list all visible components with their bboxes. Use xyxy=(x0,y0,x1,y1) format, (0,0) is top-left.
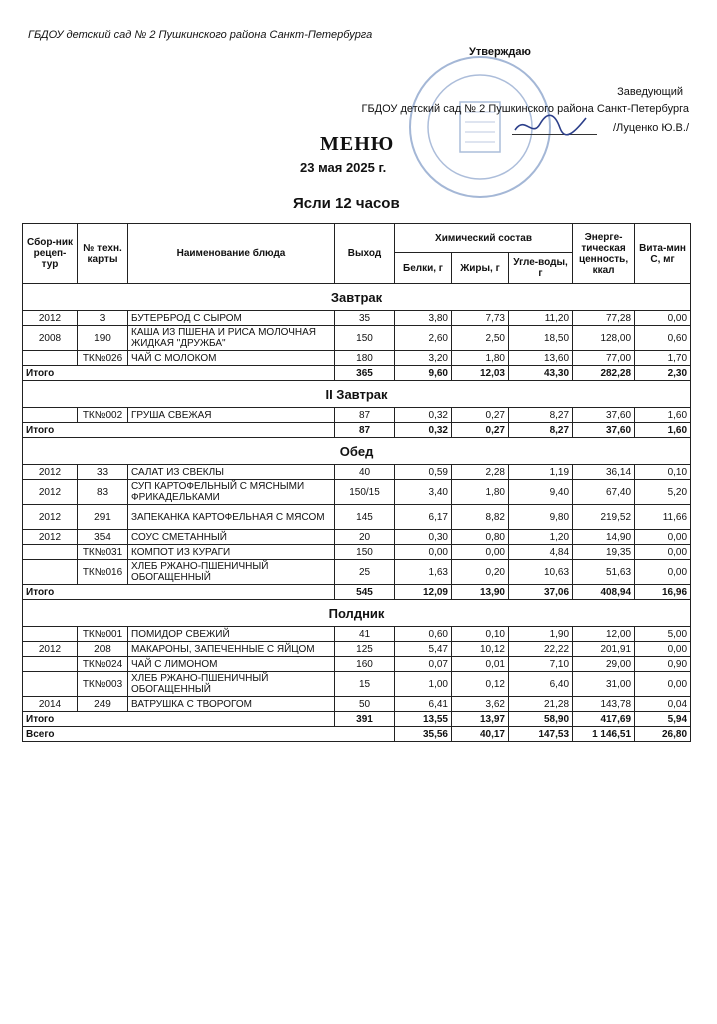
cell-vitamin: 0,60 xyxy=(635,326,691,351)
cell-protein: 3,20 xyxy=(395,351,452,366)
cell-dish: БУТЕРБРОД С СЫРОМ xyxy=(128,311,335,326)
cell-card: ТК№026 xyxy=(78,351,128,366)
cell-fat: 0,00 xyxy=(452,545,509,560)
cell-output: 40 xyxy=(335,465,395,480)
cell-vitamin: 0,00 xyxy=(635,545,691,560)
section-row xyxy=(23,381,691,408)
cell-energy: 143,78 xyxy=(573,697,635,712)
total-row xyxy=(23,585,691,600)
cell-vitamin: 0,00 xyxy=(635,672,691,697)
cell-fat: 0,10 xyxy=(452,627,509,642)
col-chem: Химический состав xyxy=(395,224,573,253)
table-row xyxy=(23,657,691,672)
total-protein: 13,55 xyxy=(395,712,452,727)
total-vitamin: 2,30 xyxy=(635,366,691,381)
cell-card: ТК№003 xyxy=(78,672,128,697)
cell-vitamin: 0,00 xyxy=(635,560,691,585)
table-row xyxy=(23,408,691,423)
total-output: 87 xyxy=(335,423,395,438)
grand-total-energy: 1 146,51 xyxy=(573,727,635,742)
cell-collection: 2008 xyxy=(23,326,78,351)
cell-output: 150 xyxy=(335,326,395,351)
total-label: Итого xyxy=(23,585,335,600)
cell-output: 125 xyxy=(335,642,395,657)
cell-fat: 0,27 xyxy=(452,408,509,423)
cell-card: ТК№001 xyxy=(78,627,128,642)
cell-output: 41 xyxy=(335,627,395,642)
head-name: /Луценко Ю.В./ xyxy=(613,122,689,134)
section-title: Завтрак xyxy=(23,284,691,311)
cell-output: 50 xyxy=(335,697,395,712)
cell-fat: 0,80 xyxy=(452,530,509,545)
total-vitamin: 16,96 xyxy=(635,585,691,600)
table-row xyxy=(23,642,691,657)
organization-header: ГБДОУ детский сад № 2 Пушкинского района Санкт-Петербурга xyxy=(28,29,373,41)
section-row xyxy=(23,600,691,627)
total-energy: 408,94 xyxy=(573,585,635,600)
total-protein: 0,32 xyxy=(395,423,452,438)
cell-card: 3 xyxy=(78,311,128,326)
cell-vitamin: 11,66 xyxy=(635,505,691,530)
cell-card: 190 xyxy=(78,326,128,351)
total-label: Итого xyxy=(23,366,335,381)
cell-vitamin: 0,00 xyxy=(635,530,691,545)
cell-protein: 0,30 xyxy=(395,530,452,545)
cell-protein: 0,00 xyxy=(395,545,452,560)
cell-collection xyxy=(23,408,78,423)
cell-dish: КОМПОТ ИЗ КУРАГИ xyxy=(128,545,335,560)
cell-vitamin: 0,10 xyxy=(635,465,691,480)
table-row xyxy=(23,530,691,545)
cell-fat: 1,80 xyxy=(452,480,509,505)
table-row xyxy=(23,311,691,326)
cell-protein: 5,47 xyxy=(395,642,452,657)
cell-carbs: 9,40 xyxy=(509,480,573,505)
cell-carbs: 6,40 xyxy=(509,672,573,697)
cell-vitamin: 0,00 xyxy=(635,311,691,326)
cell-fat: 0,12 xyxy=(452,672,509,697)
cell-vitamin: 5,20 xyxy=(635,480,691,505)
cell-carbs: 4,84 xyxy=(509,545,573,560)
col-energy: Энерге-тическая ценность, ккал xyxy=(573,224,635,284)
cell-collection xyxy=(23,560,78,585)
cell-fat: 10,12 xyxy=(452,642,509,657)
table-row xyxy=(23,326,691,351)
cell-card: 208 xyxy=(78,642,128,657)
cell-carbs: 1,19 xyxy=(509,465,573,480)
cell-dish: САЛАТ ИЗ СВЕКЛЫ xyxy=(128,465,335,480)
cell-collection xyxy=(23,672,78,697)
cell-fat: 3,62 xyxy=(452,697,509,712)
cell-protein: 2,60 xyxy=(395,326,452,351)
grand-total-carbs: 147,53 xyxy=(509,727,573,742)
col-dish: Наименование блюда xyxy=(128,224,335,284)
cell-energy: 201,91 xyxy=(573,642,635,657)
cell-output: 145 xyxy=(335,505,395,530)
cell-energy: 12,00 xyxy=(573,627,635,642)
cell-collection: 2012 xyxy=(23,465,78,480)
grand-total-vitamin: 26,80 xyxy=(635,727,691,742)
cell-collection xyxy=(23,545,78,560)
cell-collection xyxy=(23,627,78,642)
cell-fat: 0,01 xyxy=(452,657,509,672)
total-energy: 417,69 xyxy=(573,712,635,727)
cell-fat: 7,73 xyxy=(452,311,509,326)
table-row xyxy=(23,697,691,712)
cell-dish: СУП КАРТОФЕЛЬНЫЙ С МЯСНЫМИ ФРИКАДЕЛЬКАМИ xyxy=(128,480,335,505)
table-row xyxy=(23,465,691,480)
cell-fat: 2,50 xyxy=(452,326,509,351)
cell-card: ТК№002 xyxy=(78,408,128,423)
total-vitamin: 5,94 xyxy=(635,712,691,727)
cell-carbs: 18,50 xyxy=(509,326,573,351)
cell-collection: 2012 xyxy=(23,530,78,545)
cell-protein: 1,00 xyxy=(395,672,452,697)
cell-energy: 36,14 xyxy=(573,465,635,480)
cell-protein: 6,41 xyxy=(395,697,452,712)
table-row xyxy=(23,545,691,560)
cell-card: ТК№031 xyxy=(78,545,128,560)
cell-carbs: 11,20 xyxy=(509,311,573,326)
section-row xyxy=(23,284,691,311)
cell-dish: СОУС СМЕТАННЫЙ xyxy=(128,530,335,545)
total-fat: 13,97 xyxy=(452,712,509,727)
total-label: Итого xyxy=(23,423,335,438)
cell-dish: ЗАПЕКАНКА КАРТОФЕЛЬНАЯ С МЯСОМ xyxy=(128,505,335,530)
menu-body xyxy=(23,284,691,742)
cell-dish: МАКАРОНЫ, ЗАПЕЧЕННЫЕ С ЯЙЦОМ xyxy=(128,642,335,657)
cell-vitamin: 0,90 xyxy=(635,657,691,672)
cell-carbs: 8,27 xyxy=(509,408,573,423)
col-protein: Белки, г xyxy=(395,253,452,284)
cell-output: 20 xyxy=(335,530,395,545)
cell-vitamin: 0,04 xyxy=(635,697,691,712)
col-collection: Сбор-ник рецеп-тур xyxy=(23,224,78,284)
section-title: II Завтрак xyxy=(23,381,691,408)
cell-energy: 31,00 xyxy=(573,672,635,697)
cell-fat: 1,80 xyxy=(452,351,509,366)
cell-card: ТК№024 xyxy=(78,657,128,672)
cell-output: 150/15 xyxy=(335,480,395,505)
cell-dish: ЧАЙ С ЛИМОНОМ xyxy=(128,657,335,672)
cell-collection: 2012 xyxy=(23,480,78,505)
cell-dish: КАША ИЗ ПШЕНА И РИСА МОЛОЧНАЯ ЖИДКАЯ "ДРУЖБА" xyxy=(128,326,335,351)
total-carbs: 8,27 xyxy=(509,423,573,438)
cell-fat: 8,82 xyxy=(452,505,509,530)
group-title: Ясли 12 часов xyxy=(293,195,400,212)
cell-energy: 219,52 xyxy=(573,505,635,530)
cell-energy: 19,35 xyxy=(573,545,635,560)
cell-card: 249 xyxy=(78,697,128,712)
section-row xyxy=(23,438,691,465)
cell-carbs: 1,20 xyxy=(509,530,573,545)
total-carbs: 58,90 xyxy=(509,712,573,727)
cell-collection xyxy=(23,351,78,366)
col-output: Выход xyxy=(335,224,395,284)
menu-date: 23 мая 2025 г. xyxy=(300,160,387,175)
cell-card: 354 xyxy=(78,530,128,545)
cell-protein: 0,32 xyxy=(395,408,452,423)
cell-protein: 3,40 xyxy=(395,480,452,505)
cell-card: 291 xyxy=(78,505,128,530)
cell-energy: 67,40 xyxy=(573,480,635,505)
cell-dish: ХЛЕБ РЖАНО-ПШЕНИЧНЫЙ ОБОГАЩЕННЫЙ xyxy=(128,560,335,585)
table-row xyxy=(23,351,691,366)
cell-vitamin: 0,00 xyxy=(635,642,691,657)
cell-energy: 29,00 xyxy=(573,657,635,672)
grand-total-row xyxy=(23,727,691,742)
cell-vitamin: 5,00 xyxy=(635,627,691,642)
cell-protein: 3,80 xyxy=(395,311,452,326)
menu-table xyxy=(22,223,691,742)
cell-card: 33 xyxy=(78,465,128,480)
cell-vitamin: 1,70 xyxy=(635,351,691,366)
table-row xyxy=(23,672,691,697)
cell-dish: ПОМИДОР СВЕЖИЙ xyxy=(128,627,335,642)
cell-protein: 0,07 xyxy=(395,657,452,672)
cell-protein: 0,60 xyxy=(395,627,452,642)
cell-collection: 2012 xyxy=(23,311,78,326)
cell-card: ТК№016 xyxy=(78,560,128,585)
cell-card: 83 xyxy=(78,480,128,505)
table-row xyxy=(23,560,691,585)
col-fat: Жиры, г xyxy=(452,253,509,284)
cell-dish: ХЛЕБ РЖАНО-ПШЕНИЧНЫЙ ОБОГАЩЕННЫЙ xyxy=(128,672,335,697)
cell-carbs: 10,63 xyxy=(509,560,573,585)
total-energy: 37,60 xyxy=(573,423,635,438)
cell-collection: 2012 xyxy=(23,505,78,530)
total-fat: 12,03 xyxy=(452,366,509,381)
table-row xyxy=(23,627,691,642)
cell-protein: 1,63 xyxy=(395,560,452,585)
total-protein: 12,09 xyxy=(395,585,452,600)
cell-carbs: 22,22 xyxy=(509,642,573,657)
head-role: Заведующий xyxy=(617,86,683,98)
cell-output: 15 xyxy=(335,672,395,697)
cell-dish: ВАТРУШКА С ТВОРОГОМ xyxy=(128,697,335,712)
table-row xyxy=(23,480,691,505)
cell-output: 150 xyxy=(335,545,395,560)
cell-carbs: 9,80 xyxy=(509,505,573,530)
grand-total-label: Всего xyxy=(23,727,395,742)
cell-energy: 128,00 xyxy=(573,326,635,351)
cell-carbs: 21,28 xyxy=(509,697,573,712)
total-row xyxy=(23,423,691,438)
cell-fat: 2,28 xyxy=(452,465,509,480)
handwritten-signature xyxy=(510,110,590,140)
head-organization: ГБДОУ детский сад № 2 Пушкинского района Санкт-Петербурга xyxy=(361,103,689,115)
cell-fat: 0,20 xyxy=(452,560,509,585)
cell-dish: ЧАЙ С МОЛОКОМ xyxy=(128,351,335,366)
cell-carbs: 7,10 xyxy=(509,657,573,672)
cell-energy: 51,63 xyxy=(573,560,635,585)
total-vitamin: 1,60 xyxy=(635,423,691,438)
approve-label: Утверждаю xyxy=(469,46,531,58)
total-energy: 282,28 xyxy=(573,366,635,381)
cell-energy: 37,60 xyxy=(573,408,635,423)
total-fat: 0,27 xyxy=(452,423,509,438)
total-carbs: 37,06 xyxy=(509,585,573,600)
section-title: Обед xyxy=(23,438,691,465)
cell-energy: 77,00 xyxy=(573,351,635,366)
total-fat: 13,90 xyxy=(452,585,509,600)
total-protein: 9,60 xyxy=(395,366,452,381)
cell-carbs: 13,60 xyxy=(509,351,573,366)
cell-carbs: 1,90 xyxy=(509,627,573,642)
grand-total-protein: 35,56 xyxy=(395,727,452,742)
cell-collection: 2014 xyxy=(23,697,78,712)
cell-output: 35 xyxy=(335,311,395,326)
cell-collection: 2012 xyxy=(23,642,78,657)
cell-energy: 77,28 xyxy=(573,311,635,326)
cell-output: 160 xyxy=(335,657,395,672)
col-carbs: Угле-воды, г xyxy=(509,253,573,284)
col-card: № техн. карты xyxy=(78,224,128,284)
cell-dish: ГРУША СВЕЖАЯ xyxy=(128,408,335,423)
total-label: Итого xyxy=(23,712,335,727)
total-row xyxy=(23,712,691,727)
cell-collection xyxy=(23,657,78,672)
total-output: 391 xyxy=(335,712,395,727)
col-vitamin: Вита-мин С, мг xyxy=(635,224,691,284)
total-output: 545 xyxy=(335,585,395,600)
table-row xyxy=(23,505,691,530)
cell-protein: 6,17 xyxy=(395,505,452,530)
cell-output: 25 xyxy=(335,560,395,585)
cell-vitamin: 1,60 xyxy=(635,408,691,423)
cell-energy: 14,90 xyxy=(573,530,635,545)
total-output: 365 xyxy=(335,366,395,381)
cell-protein: 0,59 xyxy=(395,465,452,480)
page-title: МЕНЮ xyxy=(320,133,395,155)
section-title: Полдник xyxy=(23,600,691,627)
grand-total-fat: 40,17 xyxy=(452,727,509,742)
cell-output: 87 xyxy=(335,408,395,423)
total-carbs: 43,30 xyxy=(509,366,573,381)
total-row xyxy=(23,366,691,381)
cell-output: 180 xyxy=(335,351,395,366)
